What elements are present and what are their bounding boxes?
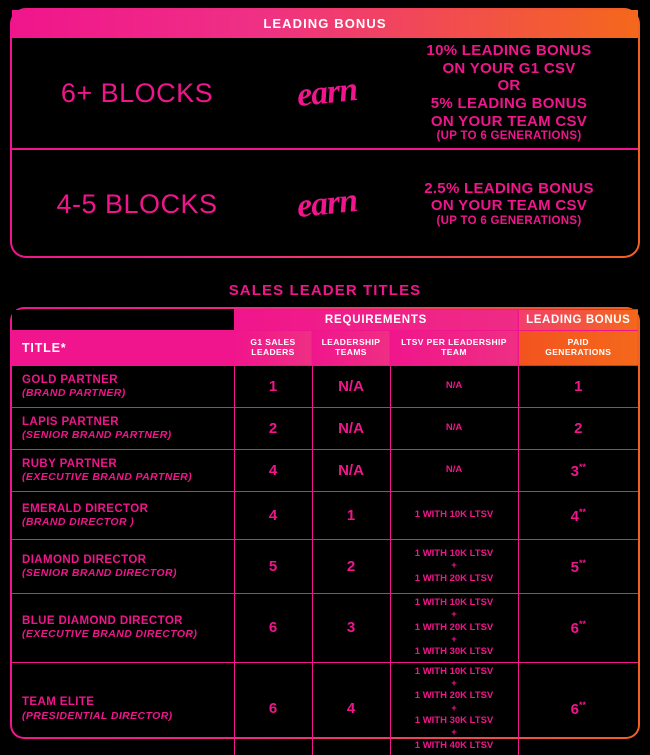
column-header-title: TITLE* xyxy=(12,331,234,366)
row-title-sub: (BRAND DIRECTOR ) xyxy=(22,516,135,529)
cell-paid-note: ** xyxy=(578,618,586,629)
blocks-label-4-5: 4-5 BLOCKS xyxy=(56,188,218,219)
ltsv-line: 1 WITH 20K LTSV xyxy=(414,621,494,633)
cell-ltsv: N/A xyxy=(390,408,518,450)
ltsv-line: 1 WITH 20K LTSV xyxy=(414,690,494,702)
cell-leadership-teams: 1 xyxy=(312,492,390,540)
earn-script-4-5: earn xyxy=(295,181,359,226)
ltsv-line: + xyxy=(451,727,457,739)
row-title-diamond-director xyxy=(12,540,234,594)
cell-ltsv: 1 WITH 10K LTSV xyxy=(390,492,518,540)
cell-paid-generations xyxy=(518,540,638,594)
cell-paid-generations xyxy=(518,492,638,540)
sales-leader-titles-table xyxy=(12,309,638,755)
column-header-ltsv: LTSV PER LEADERSHIP TEAM xyxy=(390,331,518,366)
leading-bonus-panel xyxy=(10,8,640,258)
cell-paid-value: 6 xyxy=(570,619,579,637)
table-row xyxy=(12,540,638,594)
bonus-row-6-plus-blocks xyxy=(12,38,638,150)
cell-paid-note: ** xyxy=(578,699,586,710)
row-title-main: TEAM ELITE xyxy=(22,696,95,709)
row-title-main: EMERALD DIRECTOR xyxy=(22,502,149,515)
column-header-paid-line-2: GENERATIONS xyxy=(545,347,612,357)
cell-paid-value: 4 xyxy=(570,507,579,525)
bonus-detail-4-5-line-3: (UP TO 6 GENERATIONS) xyxy=(436,214,582,227)
table-row xyxy=(12,366,638,408)
cell-paid-value: 3 xyxy=(570,462,579,480)
cell-leadership-teams: 4 xyxy=(312,662,390,755)
ltsv-line: 1 WITH 10K LTSV xyxy=(414,665,494,677)
blocks-label-6-plus: 6+ BLOCKS xyxy=(60,77,214,108)
cell-ltsv: N/A xyxy=(390,450,518,492)
row-title-sub: (SENIOR BRAND DIRECTOR) xyxy=(22,567,177,580)
cell-paid-generations: 1 xyxy=(518,366,638,408)
column-header-g1-sales-leaders xyxy=(234,331,312,366)
cell-leadership-teams: N/A xyxy=(312,366,390,408)
row-title-main: GOLD PARTNER xyxy=(22,373,118,386)
column-header-leadership-teams xyxy=(312,331,390,366)
ltsv-line: 1 WITH 30K LTSV xyxy=(414,646,494,658)
cell-leadership-teams: 2 xyxy=(312,540,390,594)
column-header-g1-line-1: G1 SALES xyxy=(250,337,296,348)
row-title-main: RUBY PARTNER xyxy=(22,457,118,470)
cell-paid-generations: 2 xyxy=(518,408,638,450)
cell-paid-note: ** xyxy=(578,461,586,472)
cell-leadership-teams: N/A xyxy=(312,450,390,492)
sales-leader-titles-table-inner xyxy=(12,309,638,751)
leading-bonus-panel-inner xyxy=(12,10,638,256)
cell-paid-generations xyxy=(518,662,638,755)
row-title-sub: (BRAND PARTNER) xyxy=(22,387,126,400)
header-leading-bonus: LEADING BONUS xyxy=(518,310,638,331)
ltsv-line: + xyxy=(451,702,457,714)
ltsv-line: 1 WITH 10K LTSV xyxy=(414,547,494,559)
cell-g1-sales-leaders: 4 xyxy=(234,492,312,540)
table-row xyxy=(12,492,638,540)
bonus-detail-line-2: ON YOUR G1 CSV xyxy=(442,59,576,77)
header-requirements: REQUIREMENTS xyxy=(234,310,518,331)
row-title-ruby-partner xyxy=(12,450,234,492)
table-group-header-row xyxy=(12,310,638,331)
row-title-emerald-director xyxy=(12,492,234,540)
cell-paid-note: ** xyxy=(578,557,586,568)
column-header-lt-line-1: LEADERSHIP xyxy=(321,337,381,348)
cell-leadership-teams: N/A xyxy=(312,408,390,450)
bonus-detail-4-5-line-1: 2.5% LEADING BONUS xyxy=(424,179,594,197)
row-title-lapis-partner xyxy=(12,408,234,450)
cell-leadership-teams: 3 xyxy=(312,594,390,663)
column-header-lt-line-2: TEAMS xyxy=(335,347,367,357)
table-row xyxy=(12,594,638,663)
bonus-detail-line-5: ON YOUR TEAM CSV xyxy=(430,112,588,130)
ltsv-line: 1 WITH 40K LTSV xyxy=(414,739,494,751)
table-column-header-row xyxy=(12,331,638,366)
bonus-row-4-5-blocks xyxy=(12,150,638,258)
ltsv-line: + xyxy=(451,609,457,621)
ltsv-line: + xyxy=(451,634,457,646)
sales-leader-titles-heading: SALES LEADER TITLES xyxy=(228,282,422,299)
cell-g1-sales-leaders: 5 xyxy=(234,540,312,594)
header-spacer-cell xyxy=(12,310,234,331)
ltsv-line: + xyxy=(451,678,457,690)
row-title-sub: (EXECUTIVE BRAND DIRECTOR) xyxy=(22,628,198,641)
row-title-main: DIAMOND DIRECTOR xyxy=(22,553,147,566)
cell-ltsv xyxy=(390,540,518,594)
bonus-detail-line-3: OR xyxy=(497,77,521,95)
column-header-paid-generations xyxy=(518,331,638,366)
cell-paid-note: ** xyxy=(578,506,586,517)
bonus-detail-4-5-line-2: ON YOUR TEAM CSV xyxy=(430,197,588,215)
bonus-detail-line-6: (UP TO 6 GENERATIONS) xyxy=(436,130,582,143)
cell-ltsv: N/A xyxy=(390,366,518,408)
cell-ltsv xyxy=(390,662,518,755)
bonus-detail-4-5 xyxy=(392,180,638,229)
ltsv-line: 1 WITH 20K LTSV xyxy=(414,572,494,584)
ltsv-line: 1 WITH 10K LTSV xyxy=(414,597,494,608)
cell-g1-sales-leaders: 1 xyxy=(234,366,312,408)
cell-g1-sales-leaders: 4 xyxy=(234,450,312,492)
bonus-detail-line-4: 5% LEADING BONUS xyxy=(430,95,588,113)
cell-paid-generations xyxy=(518,450,638,492)
column-header-g1-line-2: LEADERS xyxy=(251,347,295,357)
cell-paid-value: 5 xyxy=(570,558,579,576)
row-title-gold-partner xyxy=(12,366,234,408)
cell-ltsv xyxy=(390,594,518,663)
row-title-main: BLUE DIAMOND DIRECTOR xyxy=(22,615,183,628)
table-row xyxy=(12,408,638,450)
bonus-detail-line-1: 10% LEADING BONUS xyxy=(426,42,592,59)
row-title-team-elite xyxy=(12,662,234,755)
row-title-sub: (SENIOR BRAND PARTNER) xyxy=(22,429,172,442)
cell-g1-sales-leaders: 6 xyxy=(234,662,312,755)
ltsv-line: + xyxy=(451,560,457,572)
cell-g1-sales-leaders: 6 xyxy=(234,594,312,663)
table-row xyxy=(12,662,638,755)
row-title-sub: (EXECUTIVE BRAND PARTNER) xyxy=(22,471,193,484)
sales-leader-titles-table-wrapper xyxy=(10,307,640,751)
bonus-detail-6-plus xyxy=(392,42,638,144)
row-title-main: LAPIS PARTNER xyxy=(22,415,119,428)
ltsv-line: 1 WITH 30K LTSV xyxy=(414,715,494,727)
table-row xyxy=(12,450,638,492)
cell-paid-generations xyxy=(518,594,638,663)
cell-paid-value: 6 xyxy=(570,700,579,718)
row-title-blue-diamond-director xyxy=(12,594,234,663)
column-header-paid-line-1: PAID xyxy=(567,337,589,348)
cell-g1-sales-leaders: 2 xyxy=(234,408,312,450)
row-title-sub: (PRESIDENTIAL DIRECTOR) xyxy=(22,709,173,722)
leading-bonus-header: LEADING BONUS xyxy=(12,10,638,38)
earn-script-6-plus: earn xyxy=(295,70,359,115)
